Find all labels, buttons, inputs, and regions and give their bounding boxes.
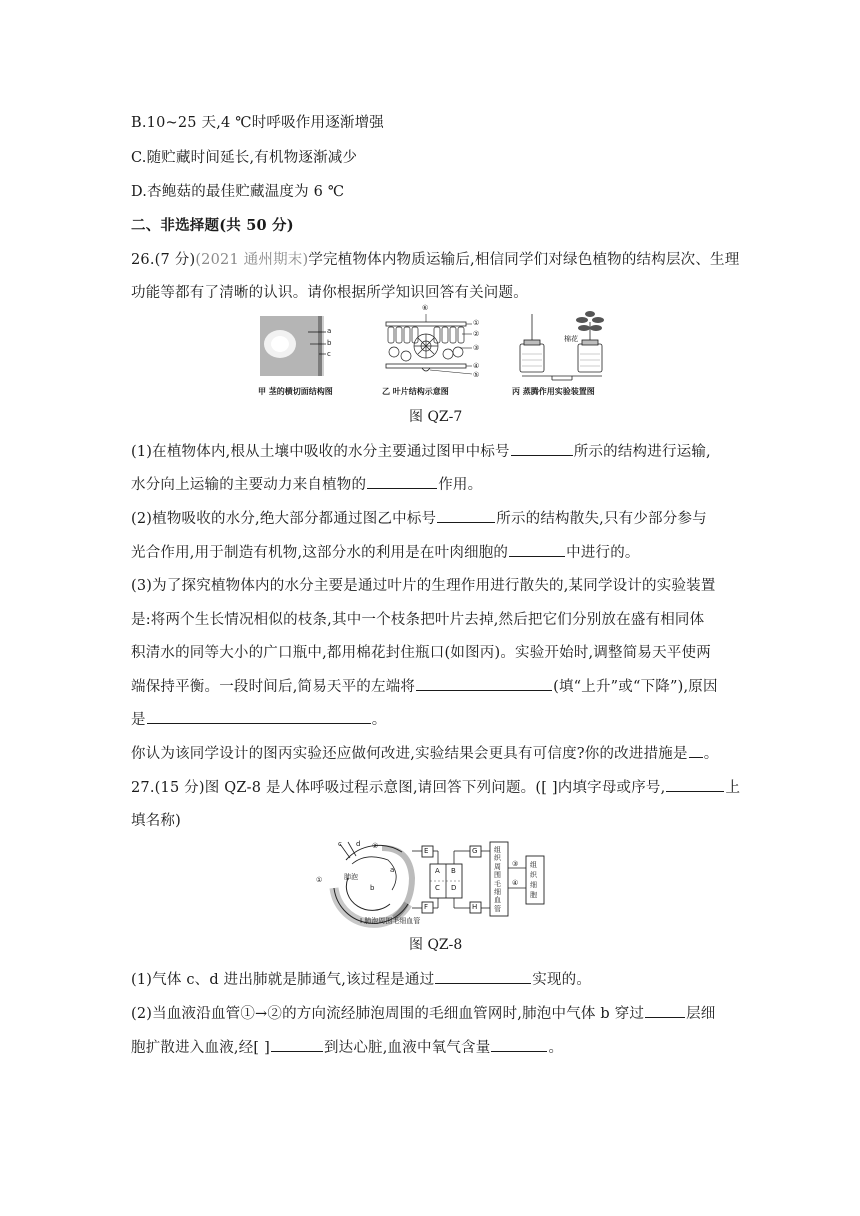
leaf-label-1: ① — [473, 319, 480, 327]
q26-part3-line1: (3)为了探究植物体内的水分主要是通过叶片的生理作用进行散失的,某同学设计的实验装置 — [131, 578, 716, 594]
q27-intro-line1: 27.(15 分)图 QZ-8 是人体呼吸过程示意图,请回答下列问题。([ ]内填字母或序号, 上 — [131, 776, 740, 797]
q26-part2-line1: (2)植物吸收的水分,绝大部分都通过图乙中标号 所示的结构散失,只有少部分参与 — [131, 507, 707, 528]
box-e: E — [424, 847, 429, 855]
panel-yi-caption: 乙 叶片结构示意图 — [382, 387, 449, 396]
figure-qz8 — [312, 838, 552, 928]
q26-intro-line2: 功能等都有了清晰的认识。请你根据所学知识回答有关问题。 — [131, 285, 528, 301]
answer-blank — [666, 777, 724, 792]
box-g: G — [472, 847, 478, 855]
panel-jia-caption: 甲 茎的横切面结构图 — [258, 387, 333, 396]
answer-blank[interactable] — [271, 1037, 323, 1052]
panel-bing-caption: 丙 蒸腾作用实验装置图 — [512, 387, 595, 396]
tissue-cell-label: 组 织 细 胞 — [530, 861, 537, 899]
gas-b: b — [370, 884, 375, 892]
answer-blank[interactable] — [645, 1003, 685, 1018]
q26-number: 26.(7 分) — [131, 252, 196, 268]
q26-part3-line2: 是:将两个生长情况相似的枝条,其中一个枝条把叶片去掉,然后把它们分别放在盛有相同体 — [131, 612, 705, 628]
figure-qz8-caption: 图 QZ-8 — [409, 937, 463, 953]
stem-label-b: b — [327, 339, 332, 347]
q27-intro-line2: 填名称) — [131, 813, 181, 829]
mark-1: ① — [316, 876, 323, 884]
figure-qz7 — [258, 304, 618, 400]
answer-blank[interactable] — [147, 709, 371, 724]
answer-blank[interactable] — [511, 441, 573, 456]
q26-part1-line2: 水分向上运输的主要动力来自植物的 作用。 — [131, 473, 482, 494]
gas-d: d — [356, 840, 361, 848]
q26-part3-line5: 是 。 — [131, 708, 386, 729]
box-f: F — [424, 903, 429, 911]
q26-part3-line4: 端保持平衡。一段时间后,简易天平的左端将 (填“上升”或“下降”),原因 — [131, 675, 718, 696]
mark-3: ③ — [512, 860, 519, 868]
gas-a: a — [390, 866, 395, 874]
option-d: D.杏鲍菇的最佳贮藏温度为 6 ℃ — [131, 184, 345, 200]
leaf-label-2: ② — [473, 330, 480, 338]
heart-c: C — [435, 884, 440, 892]
alveolus-label: 肺泡 — [344, 873, 358, 881]
answer-blank[interactable] — [435, 969, 531, 984]
stem-label-c: c — [327, 350, 331, 358]
q27-part2-line1: (2)当血液沿血管①→②的方向流经肺泡周围的毛细血管网时,肺泡中气体 b 穿过 层细 — [131, 1002, 716, 1023]
q27-part1-line: (1)气体 c、d 进出肺就是肺通气,该过程是通过 实现的。 — [131, 968, 591, 989]
mark-4: ④ — [512, 879, 519, 887]
section-heading: 二、非选择题(共 50 分) — [131, 217, 294, 234]
gas-c: c — [338, 840, 342, 848]
heart-d: D — [451, 884, 457, 892]
leaf-label-5: ⑤ — [473, 371, 480, 379]
leaf-structure-diagram — [382, 310, 482, 382]
answer-blank[interactable] — [437, 508, 495, 523]
q26-part4-line: 你认为该同学设计的图丙实验还应做何改进,实验结果会更具有可信度?你的改进措施是 。 — [131, 742, 718, 763]
q26-source: (2021 通州期末) — [195, 252, 309, 268]
heart-b: B — [451, 867, 456, 875]
leaf-label-4: ④ — [473, 362, 480, 370]
heart-a: A — [435, 867, 440, 875]
option-b: B.10~25 天,4 ℃时呼吸作用逐渐增强 — [131, 115, 384, 131]
tissue-capillary-label: 组 织 周 围 毛 细 血 管 — [494, 846, 501, 913]
q27-part2-line2: 胞扩散进入血液,经[ ] 到达心脏,血液中氧气含量 。 — [131, 1036, 563, 1057]
cotton-label: 棉花 — [564, 335, 578, 343]
option-c: C.随贮藏时间延长,有机物逐渐减少 — [131, 150, 358, 166]
leaf-label-3: ③ — [473, 344, 480, 352]
q26-part2-line2: 光合作用,用于制造有机物,这部分水的利用是在叶肉细胞的 中进行的。 — [131, 541, 640, 562]
q26-intro-a: 学完植物体内物质运输后,相信同学们对绿色植物的结构层次、生理 — [308, 252, 740, 268]
answer-blank[interactable] — [416, 676, 552, 691]
answer-blank[interactable] — [491, 1037, 547, 1052]
q26-part1-line1: (1)在植物体内,根从土壤中吸收的水分主要通过图甲中标号 所示的结构进行运输, — [131, 440, 711, 461]
stem-label-a: a — [327, 327, 332, 335]
answer-blank[interactable] — [689, 743, 703, 758]
figure-qz7-caption: 图 QZ-7 — [409, 409, 463, 425]
mark-2: ② — [372, 842, 379, 850]
transpiration-apparatus-diagram — [512, 310, 612, 382]
answer-blank[interactable] — [367, 474, 437, 489]
q26-part3-line3: 积清水的同等大小的广口瓶中,都用棉花封住瓶口(如图丙)。实验开始时,调整简易天平使两 — [131, 645, 711, 661]
stem-cross-section-diagram — [258, 314, 338, 380]
q26-intro-line1 — [131, 248, 739, 269]
box-h: H — [472, 903, 478, 911]
answer-blank[interactable] — [509, 542, 565, 557]
leaf-label-6: ⑥ — [422, 304, 429, 312]
lung-capillary-label: Ⅰ 肺泡周围毛细血管 — [360, 917, 421, 925]
